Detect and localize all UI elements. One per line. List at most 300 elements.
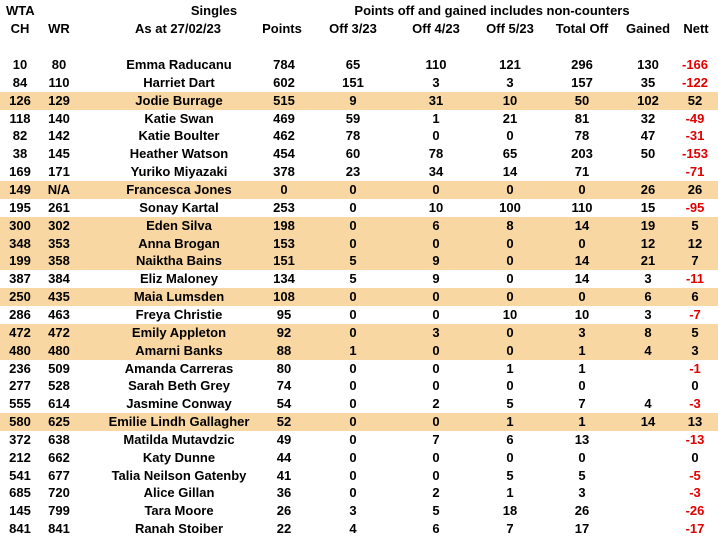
cell-wr: 841 bbox=[48, 521, 70, 537]
cell-o5: 0 bbox=[506, 324, 514, 340]
cell-total: 50 bbox=[574, 92, 590, 108]
cell-points: 153 bbox=[273, 235, 295, 251]
cell-nett: 13 bbox=[687, 414, 703, 429]
cell-o5: 1 bbox=[506, 360, 514, 376]
cell-total: 14 bbox=[574, 253, 590, 269]
cell-o5: 10 bbox=[502, 92, 518, 108]
table-row bbox=[0, 110, 718, 128]
cell-o4: 6 bbox=[432, 521, 440, 537]
cell-points: 26 bbox=[276, 503, 292, 519]
cell-points: 784 bbox=[273, 57, 295, 72]
cell-total: 26 bbox=[574, 503, 590, 519]
cell-gained: 19 bbox=[640, 217, 656, 233]
cell-wr: 140 bbox=[48, 110, 70, 126]
cell-o4: 34 bbox=[428, 164, 444, 180]
cell-o3: 0 bbox=[349, 396, 357, 412]
cell-name: Francesca Jones bbox=[126, 182, 232, 197]
cell-o3: 65 bbox=[345, 57, 361, 72]
cell-ch: 118 bbox=[9, 110, 31, 126]
cell-ch: 372 bbox=[9, 431, 31, 447]
table-row bbox=[0, 163, 718, 181]
cell-points: 108 bbox=[273, 289, 295, 305]
cell-o4: 31 bbox=[428, 92, 444, 108]
cell-wr: 129 bbox=[48, 92, 70, 108]
cell-o3: 0 bbox=[349, 306, 357, 322]
cell-o5: 0 bbox=[506, 235, 514, 251]
cell-wr: 384 bbox=[48, 271, 70, 287]
cell-gained: 130 bbox=[637, 57, 659, 72]
cell-nett: -13 bbox=[685, 431, 705, 447]
cell-ch: 480 bbox=[9, 342, 31, 358]
cell-name: Katy Dunne bbox=[142, 449, 216, 465]
cell-o4: 7 bbox=[432, 431, 440, 447]
cell-wr: 358 bbox=[48, 253, 70, 269]
cell-o5: 121 bbox=[499, 57, 521, 72]
cell-wr: 142 bbox=[48, 128, 70, 144]
cell-o3: 23 bbox=[345, 164, 361, 180]
cell-o3: 0 bbox=[349, 467, 357, 483]
cell-o3: 78 bbox=[345, 128, 361, 144]
cell-total: 1 bbox=[578, 414, 586, 429]
cell-points: 151 bbox=[273, 253, 295, 269]
cell-o4: 0 bbox=[432, 182, 440, 197]
cell-ch: 286 bbox=[9, 306, 31, 322]
cell-o4: 0 bbox=[432, 235, 440, 251]
cell-name: Eden Silva bbox=[146, 217, 212, 233]
cell-points: 80 bbox=[276, 360, 292, 376]
cell-wr: 80 bbox=[51, 57, 67, 72]
cell-name: Emily Appleton bbox=[131, 324, 227, 340]
table-row bbox=[0, 288, 718, 306]
cell-nett: -166 bbox=[681, 57, 709, 72]
cell-nett: -153 bbox=[681, 146, 709, 162]
cell-wr: 509 bbox=[48, 360, 70, 376]
table-row bbox=[0, 56, 718, 74]
cell-o5: 1 bbox=[506, 414, 514, 429]
table-row bbox=[0, 74, 718, 92]
cell-ch: 580 bbox=[9, 414, 31, 429]
cell-total: 7 bbox=[578, 396, 586, 412]
cell-name: Maia Lumsden bbox=[133, 289, 225, 305]
cell-o3: 0 bbox=[349, 449, 357, 465]
cell-gained: 21 bbox=[640, 253, 656, 269]
cell-points: 41 bbox=[276, 467, 292, 483]
cell-nett: -5 bbox=[689, 467, 701, 483]
cell-ch: 169 bbox=[9, 164, 31, 180]
cell-ch: 841 bbox=[9, 521, 31, 537]
header-wta: WTA bbox=[6, 3, 35, 18]
cell-total: 203 bbox=[571, 146, 593, 162]
cell-o4: 0 bbox=[432, 342, 440, 358]
cell-o3: 1 bbox=[349, 342, 357, 358]
cell-gained bbox=[622, 377, 674, 395]
cell-o5: 0 bbox=[506, 128, 514, 144]
cell-points: 253 bbox=[273, 199, 295, 215]
cell-nett: 6 bbox=[691, 289, 699, 305]
cell-ch: 277 bbox=[9, 378, 31, 394]
cell-o3: 0 bbox=[349, 360, 357, 376]
table-row bbox=[0, 306, 718, 324]
cell-ch: 387 bbox=[9, 271, 31, 287]
cell-wr: 171 bbox=[48, 164, 70, 180]
cell-total: 14 bbox=[574, 271, 590, 287]
cell-ch: 236 bbox=[9, 360, 31, 376]
cell-o4: 5 bbox=[432, 503, 440, 519]
header-gained: Gained bbox=[625, 21, 671, 36]
cell-points: 52 bbox=[276, 414, 292, 429]
header-off-3-23: Off 3/23 bbox=[329, 21, 377, 36]
cell-gained bbox=[622, 449, 674, 467]
cell-name: Anna Brogan bbox=[138, 235, 220, 251]
cell-o3: 0 bbox=[349, 431, 357, 447]
cell-o5: 7 bbox=[506, 521, 514, 537]
cell-name: Amarni Banks bbox=[135, 342, 223, 358]
cell-total: 0 bbox=[578, 378, 586, 394]
cell-o5: 18 bbox=[502, 503, 518, 519]
header-singles: Singles bbox=[190, 3, 238, 18]
cell-name: Emilie Lindh Gallagher bbox=[108, 414, 250, 429]
cell-o3: 151 bbox=[342, 74, 364, 90]
cell-gained: 3 bbox=[644, 271, 652, 287]
cell-nett: -26 bbox=[685, 503, 705, 519]
cell-wr: 677 bbox=[48, 467, 70, 483]
table-row bbox=[0, 431, 718, 449]
cell-o4: 1 bbox=[432, 110, 440, 126]
cell-nett: -49 bbox=[685, 110, 705, 126]
cell-gained: 8 bbox=[644, 324, 652, 340]
cell-gained: 35 bbox=[640, 74, 656, 90]
cell-gained bbox=[622, 520, 674, 538]
cell-o4: 0 bbox=[432, 378, 440, 394]
table-row bbox=[0, 342, 718, 360]
cell-points: 36 bbox=[276, 485, 292, 501]
cell-o3: 0 bbox=[349, 217, 357, 233]
cell-gained bbox=[622, 484, 674, 502]
cell-nett: -71 bbox=[685, 164, 705, 180]
cell-points: 92 bbox=[276, 324, 292, 340]
cell-wr: 625 bbox=[48, 414, 70, 429]
cell-total: 81 bbox=[574, 110, 590, 126]
cell-gained bbox=[622, 360, 674, 378]
cell-ch: 250 bbox=[9, 289, 31, 305]
table-row bbox=[0, 413, 718, 431]
cell-o5: 5 bbox=[506, 467, 514, 483]
cell-nett: -17 bbox=[685, 521, 705, 537]
cell-name: Tara Moore bbox=[144, 503, 214, 519]
cell-o4: 9 bbox=[432, 253, 440, 269]
cell-name: Harriet Dart bbox=[143, 74, 215, 90]
cell-nett: 0 bbox=[691, 449, 699, 465]
cell-wr: 480 bbox=[48, 342, 70, 358]
cell-total: 0 bbox=[578, 235, 586, 251]
cell-o4: 9 bbox=[432, 271, 440, 287]
cell-ch: 126 bbox=[9, 92, 31, 108]
cell-total: 14 bbox=[574, 217, 590, 233]
cell-o5: 0 bbox=[506, 378, 514, 394]
cell-gained: 50 bbox=[640, 146, 656, 162]
cell-gained: 102 bbox=[637, 92, 659, 108]
table-row bbox=[0, 467, 718, 485]
cell-o5: 0 bbox=[506, 342, 514, 358]
cell-ch: 10 bbox=[12, 57, 28, 72]
cell-o3: 4 bbox=[349, 521, 357, 537]
cell-total: 0 bbox=[578, 289, 586, 305]
cell-o4: 110 bbox=[425, 57, 447, 72]
cell-name: Jodie Burrage bbox=[135, 92, 223, 108]
cell-o3: 0 bbox=[349, 182, 357, 197]
header-points-note: Points off and gained includes non-counters bbox=[354, 3, 630, 18]
cell-o5: 14 bbox=[502, 164, 518, 180]
cell-ch: 145 bbox=[9, 503, 31, 519]
cell-o4: 2 bbox=[432, 485, 440, 501]
cell-o3: 5 bbox=[349, 271, 357, 287]
cell-gained: 4 bbox=[644, 342, 652, 358]
cell-name: Heather Watson bbox=[129, 146, 229, 162]
cell-o5: 10 bbox=[502, 306, 518, 322]
cell-o5: 0 bbox=[506, 449, 514, 465]
cell-nett: 52 bbox=[687, 92, 703, 108]
cell-o5: 100 bbox=[499, 199, 521, 215]
cell-gained bbox=[622, 502, 674, 520]
cell-o3: 0 bbox=[349, 199, 357, 215]
cell-o3: 0 bbox=[349, 235, 357, 251]
cell-wr: 110 bbox=[48, 74, 70, 90]
cell-name: Talia Neilson Gatenby bbox=[111, 467, 247, 483]
cell-ch: 555 bbox=[9, 396, 31, 412]
cell-total: 1 bbox=[578, 342, 586, 358]
cell-ch: 84 bbox=[12, 74, 28, 90]
cell-o5: 65 bbox=[502, 146, 518, 162]
table-row bbox=[0, 145, 718, 163]
cell-o4: 0 bbox=[432, 449, 440, 465]
cell-o3: 60 bbox=[345, 146, 361, 162]
cell-wr: 435 bbox=[48, 289, 70, 305]
cell-wr: 638 bbox=[48, 431, 70, 447]
cell-wr: 463 bbox=[48, 306, 70, 322]
cell-ch: 300 bbox=[9, 217, 31, 233]
cell-total: 0 bbox=[578, 449, 586, 465]
cell-name: Freya Christie bbox=[135, 306, 223, 322]
cell-gained: 26 bbox=[640, 182, 656, 197]
cell-points: 95 bbox=[276, 306, 292, 322]
cell-total: 17 bbox=[574, 521, 590, 537]
cell-gained: 15 bbox=[640, 199, 656, 215]
cell-total: 157 bbox=[571, 74, 593, 90]
cell-ch: 38 bbox=[12, 146, 28, 162]
cell-points: 602 bbox=[273, 74, 295, 90]
cell-wr: 145 bbox=[48, 146, 70, 162]
cell-points: 0 bbox=[280, 182, 288, 197]
cell-total: 13 bbox=[574, 431, 590, 447]
cell-nett: -95 bbox=[685, 199, 705, 215]
cell-wr: 261 bbox=[48, 199, 70, 215]
cell-o3: 0 bbox=[349, 289, 357, 305]
cell-o3: 0 bbox=[349, 485, 357, 501]
cell-nett: -122 bbox=[681, 74, 709, 90]
cell-o4: 0 bbox=[432, 289, 440, 305]
cell-total: 110 bbox=[571, 199, 593, 215]
cell-name: Sarah Beth Grey bbox=[128, 378, 230, 394]
cell-ch: 348 bbox=[9, 235, 31, 251]
cell-points: 54 bbox=[276, 396, 292, 412]
cell-name: Katie Swan bbox=[144, 110, 214, 126]
cell-wr: 799 bbox=[48, 503, 70, 519]
cell-name: Alice Gillan bbox=[143, 485, 215, 501]
table-row bbox=[0, 502, 718, 520]
cell-points: 74 bbox=[276, 378, 292, 394]
cell-o3: 3 bbox=[349, 503, 357, 519]
cell-gained: 47 bbox=[640, 128, 656, 144]
cell-nett: 7 bbox=[691, 253, 699, 269]
cell-ch: 195 bbox=[9, 199, 31, 215]
cell-name: Emma Raducanu bbox=[126, 57, 232, 72]
cell-o5: 0 bbox=[506, 182, 514, 197]
cell-ch: 82 bbox=[12, 128, 28, 144]
cell-gained: 14 bbox=[640, 414, 656, 429]
cell-name: Yuriko Miyazaki bbox=[130, 164, 228, 180]
cell-gained: 4 bbox=[644, 396, 652, 412]
cell-o4: 0 bbox=[432, 467, 440, 483]
header-total-off: Total Off bbox=[555, 21, 609, 36]
cell-nett: -3 bbox=[689, 396, 701, 412]
cell-points: 462 bbox=[273, 128, 295, 144]
header-off-4-23: Off 4/23 bbox=[412, 21, 460, 36]
cell-gained: 12 bbox=[640, 235, 656, 251]
cell-o4: 10 bbox=[428, 199, 444, 215]
table-row bbox=[0, 217, 718, 235]
cell-name: Sonay Kartal bbox=[139, 199, 219, 215]
cell-o4: 78 bbox=[428, 146, 444, 162]
cell-ch: 199 bbox=[9, 253, 31, 269]
cell-o4: 6 bbox=[432, 217, 440, 233]
table-row bbox=[0, 449, 718, 467]
cell-o4: 3 bbox=[432, 74, 440, 90]
cell-total: 0 bbox=[578, 182, 586, 197]
header-as-at: As at 27/02/23 bbox=[134, 21, 221, 36]
cell-gained bbox=[622, 467, 674, 485]
cell-total: 1 bbox=[578, 360, 586, 376]
cell-total: 3 bbox=[578, 324, 586, 340]
table-row bbox=[0, 92, 718, 110]
header-ch: CH bbox=[10, 21, 30, 36]
cell-nett: 5 bbox=[691, 324, 699, 340]
cell-nett: 12 bbox=[687, 235, 703, 251]
cell-o4: 0 bbox=[432, 360, 440, 376]
cell-wr: 614 bbox=[48, 396, 70, 412]
header-points: Points bbox=[262, 21, 302, 36]
table-row bbox=[0, 395, 718, 413]
cell-o4: 3 bbox=[432, 324, 440, 340]
cell-name: Matilda Mutavdzic bbox=[123, 431, 235, 447]
cell-total: 3 bbox=[578, 485, 586, 501]
cell-wr: 720 bbox=[48, 485, 70, 501]
cell-o3: 0 bbox=[349, 378, 357, 394]
cell-total: 5 bbox=[578, 467, 586, 483]
cell-nett: 0 bbox=[691, 378, 699, 394]
cell-name: Jasmine Conway bbox=[126, 396, 232, 412]
table-row bbox=[0, 360, 718, 378]
cell-o5: 5 bbox=[506, 396, 514, 412]
table-row bbox=[0, 324, 718, 342]
cell-o5: 1 bbox=[506, 485, 514, 501]
cell-total: 10 bbox=[574, 306, 590, 322]
cell-ch: 472 bbox=[9, 324, 31, 340]
cell-points: 198 bbox=[273, 217, 295, 233]
cell-ch: 685 bbox=[9, 485, 31, 501]
cell-wr: 472 bbox=[48, 324, 70, 340]
cell-o4: 0 bbox=[432, 306, 440, 322]
cell-o3: 9 bbox=[349, 92, 357, 108]
cell-points: 469 bbox=[273, 110, 295, 126]
cell-gained: 3 bbox=[644, 306, 652, 322]
cell-o3: 0 bbox=[349, 414, 357, 429]
cell-o3: 59 bbox=[345, 110, 361, 126]
table-row bbox=[0, 377, 718, 395]
cell-nett: -3 bbox=[689, 485, 701, 501]
cell-name: Katie Boulter bbox=[138, 128, 220, 144]
cell-o4: 0 bbox=[432, 414, 440, 429]
cell-gained: 6 bbox=[644, 289, 652, 305]
table-row bbox=[0, 127, 718, 145]
cell-o4: 0 bbox=[432, 128, 440, 144]
table-row bbox=[0, 235, 718, 253]
cell-o5: 3 bbox=[506, 74, 514, 90]
cell-points: 515 bbox=[273, 92, 295, 108]
cell-name: Eliz Maloney bbox=[139, 271, 219, 287]
cell-ch: 212 bbox=[9, 449, 31, 465]
cell-points: 44 bbox=[276, 449, 292, 465]
cell-o5: 0 bbox=[506, 253, 514, 269]
cell-o5: 0 bbox=[506, 289, 514, 305]
cell-gained bbox=[622, 431, 674, 449]
header-off-5-23: Off 5/23 bbox=[486, 21, 534, 36]
cell-name: Amanda Carreras bbox=[124, 360, 234, 376]
table-row bbox=[0, 520, 718, 538]
header-wr: WR bbox=[48, 21, 70, 36]
cell-o4: 2 bbox=[432, 396, 440, 412]
cell-nett: 5 bbox=[691, 217, 699, 233]
cell-nett: -7 bbox=[689, 306, 701, 322]
cell-nett: -11 bbox=[685, 271, 705, 287]
table-row bbox=[0, 252, 718, 270]
cell-points: 454 bbox=[273, 146, 295, 162]
cell-total: 78 bbox=[574, 128, 590, 144]
cell-points: 378 bbox=[273, 164, 295, 180]
cell-wr: 662 bbox=[48, 449, 70, 465]
cell-ch: 149 bbox=[9, 182, 31, 197]
cell-gained bbox=[622, 163, 674, 181]
cell-nett: 3 bbox=[691, 342, 699, 358]
cell-points: 134 bbox=[273, 271, 295, 287]
cell-points: 88 bbox=[276, 342, 292, 358]
cell-o5: 6 bbox=[506, 431, 514, 447]
cell-o3: 0 bbox=[349, 324, 357, 340]
table-row bbox=[0, 181, 718, 199]
cell-o5: 21 bbox=[502, 110, 518, 126]
cell-name: Naiktha Bains bbox=[136, 253, 222, 269]
cell-wr: 302 bbox=[48, 217, 70, 233]
cell-nett: -31 bbox=[685, 128, 705, 144]
cell-o3: 5 bbox=[349, 253, 357, 269]
cell-o5: 0 bbox=[506, 271, 514, 287]
cell-wr: 528 bbox=[48, 378, 70, 394]
header-nett: Nett bbox=[683, 21, 709, 36]
table-row bbox=[0, 199, 718, 217]
cell-total: 296 bbox=[571, 57, 593, 72]
cell-wr: 353 bbox=[48, 235, 70, 251]
cell-total: 71 bbox=[574, 164, 590, 180]
cell-points: 22 bbox=[276, 521, 292, 537]
